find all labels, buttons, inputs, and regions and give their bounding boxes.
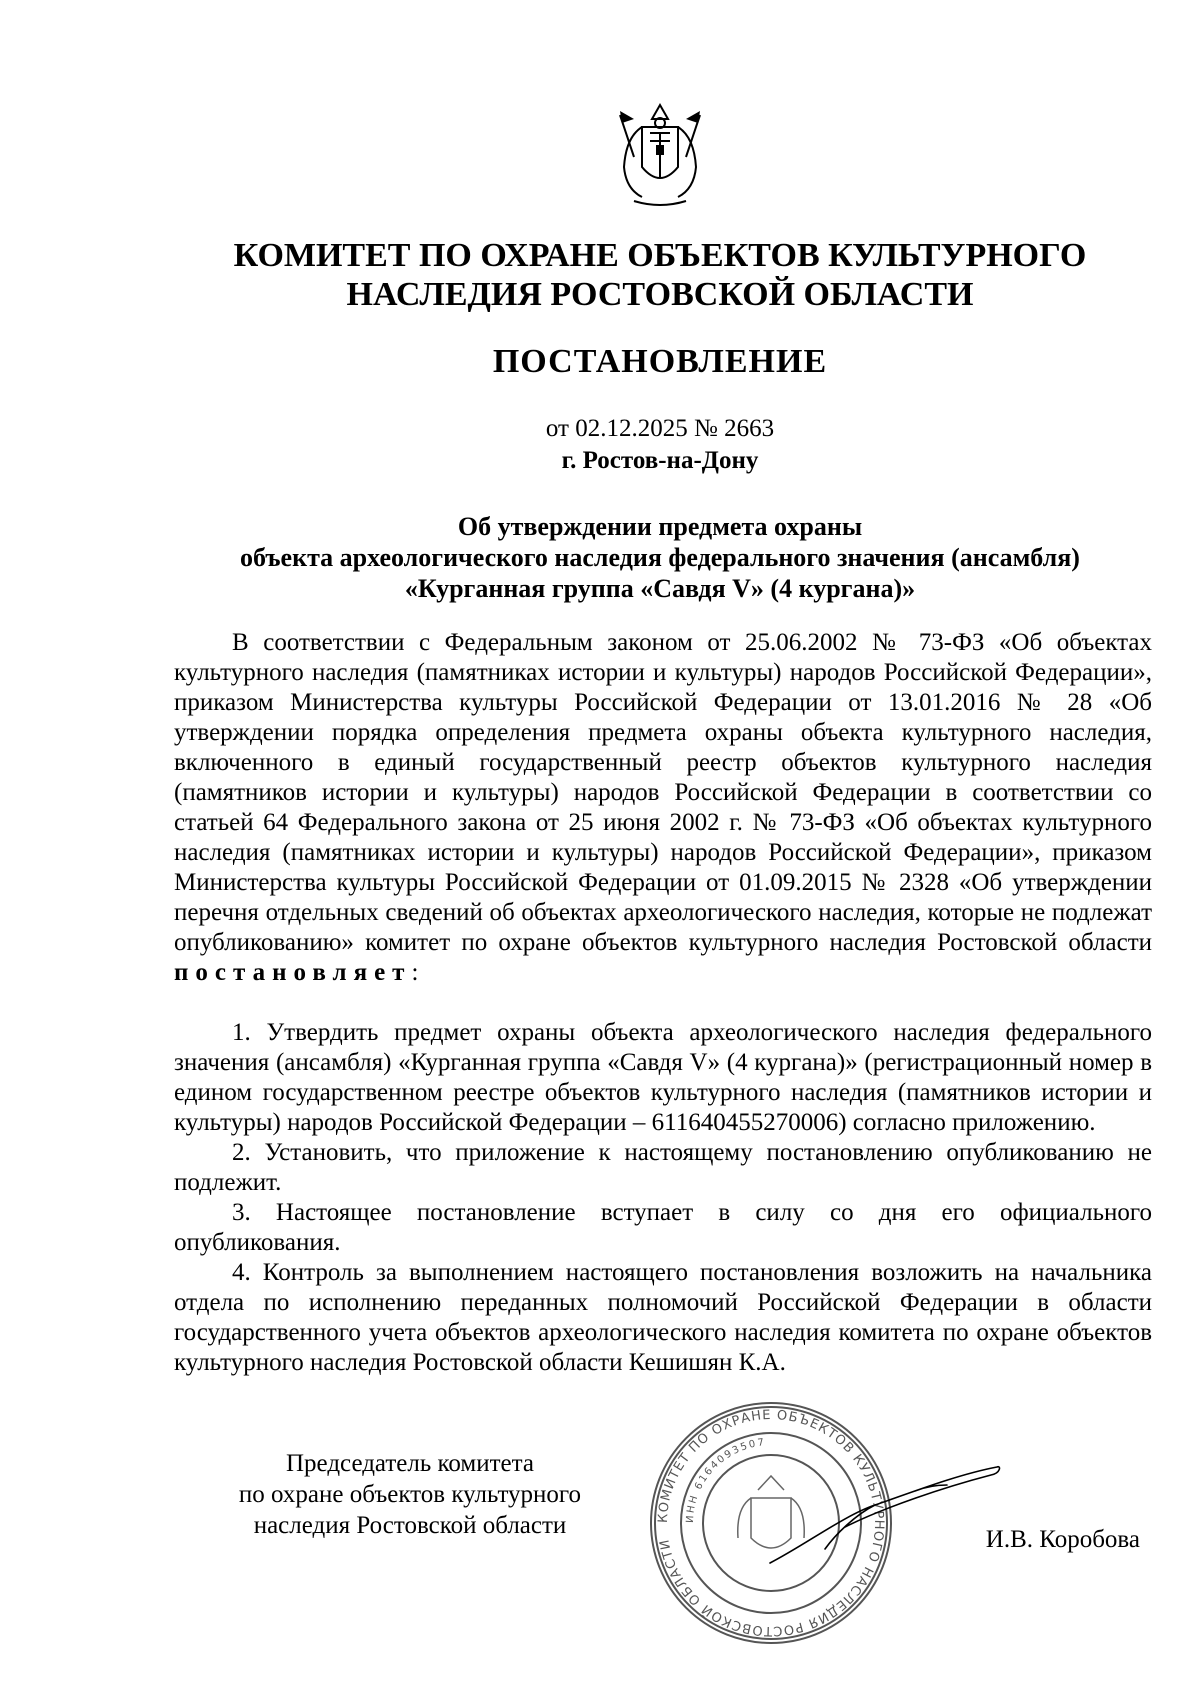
item-4: 4. Контроль за выполнением настоящего постановления возложить на начальника отдела по исполнению переданных полномочий Российской Федерации в области государственного учета объектов археологического наследия комитета по охране объектов культурного наследия Ростовской области Кешишян К.А. [174, 1259, 1152, 1376]
handwritten-signature [765, 1445, 1005, 1575]
item-3: 3. Настоящее постановление вступает в силу со дня его официального опубликования. [174, 1199, 1152, 1256]
organization-name [0, 236, 1200, 314]
document-body [174, 628, 1152, 1378]
seal-outer-text: КОМИТЕТ ПО ОХРАНЕ ОБЪЕКТОВ КУЛЬТУРНОГО НАСЛЕДИЯ РОСТОВСКОЙ ОБЛАСТИ [655, 1407, 887, 1639]
decree-word: постановляет [174, 959, 412, 986]
preamble-paragraph: В соответствии с Федеральным законом от 25.06.2002 № 73-ФЗ «Об объектах культурного наследия (памятниках истории и культуры) народов Российской Федерации», приказом Министерства культуры Российской Федерации от 13.01.2016 № 28 «Об утверждении порядка определения предмета охраны объекта культурного наследия, включенного в единый государственный реестр объектов культурного наследия (памятников истории и культуры) народов Российской Федерации в соответствии со статьей 64 Федерального закона от 25 июня 2002 г. № 73-ФЗ «Об объектах культурного наследия (памятниках истории и культуры) народов Российской Федерации», приказом Министерства культуры Российской Федерации от 01.09.2015 № 2328 «Об утверждении перечня отдельных сведений об объектах археологического наследия, которые не подлежат опубликованию» комитет по охране объектов культурного наследия Ростовской области постановляет: [174, 629, 1152, 986]
signatory-name: И.В. Коробова [985, 1526, 1140, 1553]
title-line-3: «Курганная группа «Савдя V» (4 кургана)» [404, 574, 916, 603]
document-title [190, 511, 1130, 604]
item-1: 1. Утвердить предмет охраны объекта археологического наследия федерального значения (ансамбля) «Курганная группа «Савдя V» (4 кургана)» (регистрационный номер в едином государственном реестре объектов культурного наследия (памятников истории и культуры) народов Российской Федерации – 611640455270006) согласно приложению. [174, 1019, 1152, 1136]
seal-inner-text: ИНН 6164093507 [684, 1437, 767, 1524]
org-line-2: НАСЛЕДИЯ РОСТОВСКОЙ ОБЛАСТИ [346, 276, 974, 313]
title-line-2: объекта археологического наследия федерального значения (ансамбля) [240, 543, 1080, 572]
document-type: ПОСТАНОВЛЕНИЕ [492, 343, 828, 380]
city: г. Ростов-на-Дону [561, 447, 759, 474]
signatory-position: Председатель комитета по охране объектов культурного наследия Ростовской области [238, 1450, 582, 1539]
title-line-1: Об утверждении предмета охраны [457, 512, 863, 541]
preamble-text: В соответствии с Федеральным законом от 25.06.2002 № 73-ФЗ «Об объектах культурного наследия (памятниках истории и культуры) народов Российской Федерации», приказом Министерства культуры Российской Федерации от 13.01.2016 № 28 «Об утверждении порядка определения предмета охраны объекта культурного наследия, включенного в единый государственный реестр объектов культурного наследия (памятников истории и культуры) народов Российской Федерации в соответствии со статьей 64 Федерального закона от 25 июня 2002 г. № 73-ФЗ «Об объектах культурного наследия (памятниках истории и культуры) народов Российской Федерации», приказом Министерства культуры Российской Федерации от 01.09.2015 № 2328 «Об утверждении перечня отдельных сведений об объектах археологического наследия, которые не подлежат опубликованию» комитет по охране объектов культурного наследия Ростовской области [174, 629, 1152, 956]
org-line-1: КОМИТЕТ ПО ОХРАНЕ ОБЪЕКТОВ КУЛЬТУРНОГО [233, 237, 1087, 274]
item-2: 2. Установить, что приложение к настоящему постановлению опубликованию не подлежит. [174, 1139, 1152, 1196]
rostov-oblast-coat-of-arms-icon [612, 97, 708, 209]
date-and-number: от 02.12.2025 № 2663 [545, 415, 775, 442]
